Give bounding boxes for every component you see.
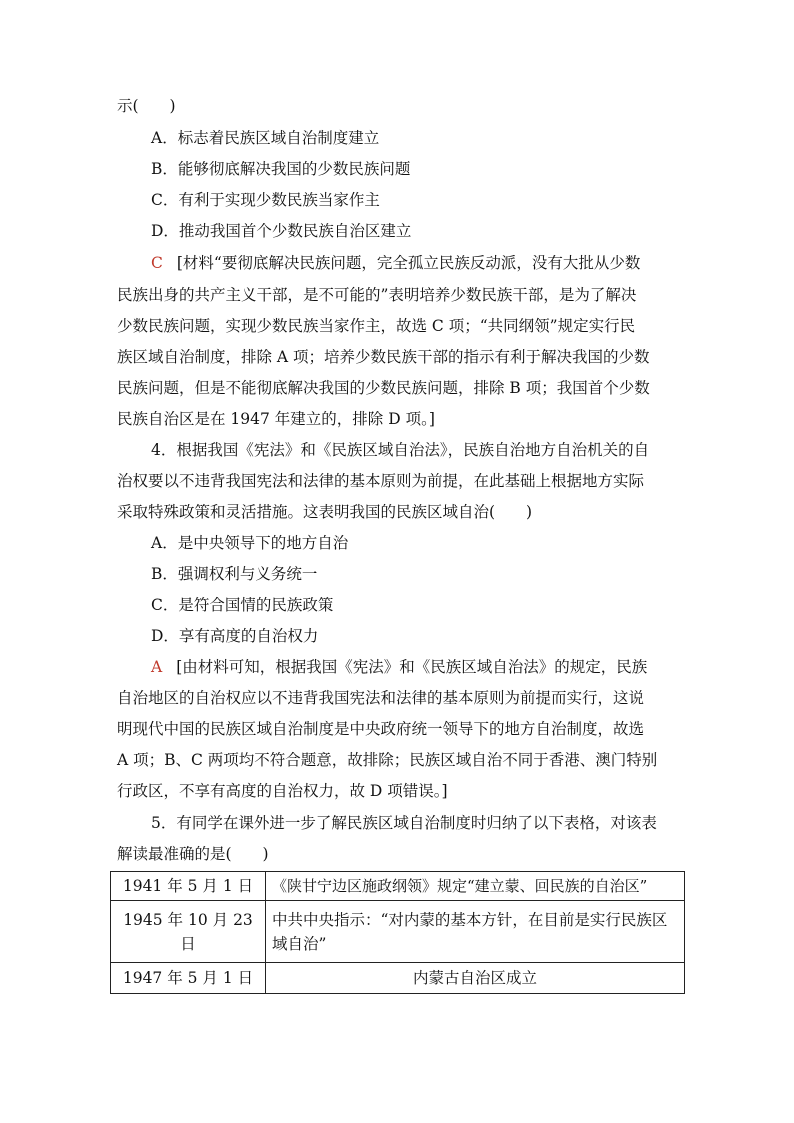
table-row <box>111 872 685 901</box>
q3-option-d: D．推动我国首个少数民族自治区建立 <box>151 222 412 240</box>
q3-explanation-line-4: 族区域自治制度，排除 A 项；培养少数民族干部的指示有利于解决我国的少数 <box>117 348 650 366</box>
question-4-stem-line-2: 治权要以不违背我国宪法和法律的基本原则为前提，在此基础上根据地方实际 <box>117 472 645 490</box>
q3-explanation-line-5: 民族问题，但是不能彻底解决我国的少数民族问题，排除 B 项；我国首个少数 <box>117 379 650 397</box>
q3-option-c: C．有利于实现少数民族当家作主 <box>151 191 380 209</box>
history-table <box>110 871 685 994</box>
table-cell-event: 中共中央指示：“对内蒙的基本方针，在目前是实行民族区域自治” <box>266 901 685 963</box>
q4-explanation-line-4: A 项；B、C 两项均不符合题意，故排除；民族区域自治不同于香港、澳门特别 <box>117 751 658 769</box>
table-cell-date: 1945 年 10 月 23 日 <box>111 901 266 963</box>
table-row <box>111 963 685 994</box>
q4-explanation-line-5: 行政区，不享有高度的自治权力，故 D 项错误。] <box>117 782 448 800</box>
q4-explanation-text: [由材料可知，根据我国《宪法》和《民族区域自治法》的规定，民族 <box>176 658 648 676</box>
q4-explanation-line-3: 明现代中国的民族区域自治制度是中央政府统一领导下的地方自治制度，故选 <box>117 720 645 738</box>
table-cell-event: 《陕甘宁边区施政纲领》规定“建立蒙、回民族的自治区” <box>266 872 685 901</box>
table-cell-date: 1947 年 5 月 1 日 <box>111 963 266 994</box>
q3-answer-letter: C <box>151 254 163 272</box>
q4-option-b: B．强调权利与义务统一 <box>151 565 318 583</box>
table-row <box>111 901 685 963</box>
question-5-stem-line-1: 5．有同学在课外进一步了解民族区域自治制度时归纳了以下表格，对该表 <box>151 814 657 832</box>
q4-option-c: C．是符合国情的民族政策 <box>151 596 334 614</box>
q4-option-d: D．享有高度的自治权力 <box>151 627 319 645</box>
q4-answer-letter: A <box>151 658 163 676</box>
q4-explanation-line-1 <box>151 657 647 677</box>
table-cell-event: 内蒙古自治区成立 <box>266 963 685 994</box>
q4-option-a: A．是中央领导下的地方自治 <box>151 534 349 552</box>
q3-explanation-line-6: 民族自治区是在 1947 年建立的，排除 D 项。] <box>117 410 435 428</box>
table-cell-date: 1941 年 5 月 1 日 <box>111 872 266 901</box>
q3-explanation-text: [材料“要彻底解决民族问题，完全孤立民族反动派，没有大批从少数 <box>176 254 641 272</box>
q4-explanation-line-2: 自治地区的自治权应以不违背我国宪法和法律的基本原则为前提而实行，这说 <box>117 689 645 707</box>
question-5-stem-line-2: 解读最准确的是( ) <box>117 845 269 863</box>
q3-explanation-line-2: 民族出身的共产主义干部，是不可能的”表明培养少数民族干部，是为了解决 <box>117 286 637 304</box>
q3-option-b: B．能够彻底解决我国的少数民族问题 <box>151 160 411 178</box>
question-4-stem-line-1: 4．根据我国《宪法》和《民族区域自治法》，民族自治地方自治机关的自 <box>151 441 650 459</box>
q3-option-a: A．标志着民族区域自治制度建立 <box>151 129 380 147</box>
q3-explanation-line-3: 少数民族问题，实现少数民族当家作主，故选 C 项；“共同纲领”规定实行民 <box>117 317 636 335</box>
question-4-stem-line-3: 采取特殊政策和灵活措施。这表明我国的民族区域自治( ) <box>117 503 533 521</box>
question-3-stem-end: 示( ) <box>117 97 176 115</box>
q3-explanation-line-1 <box>151 253 640 273</box>
